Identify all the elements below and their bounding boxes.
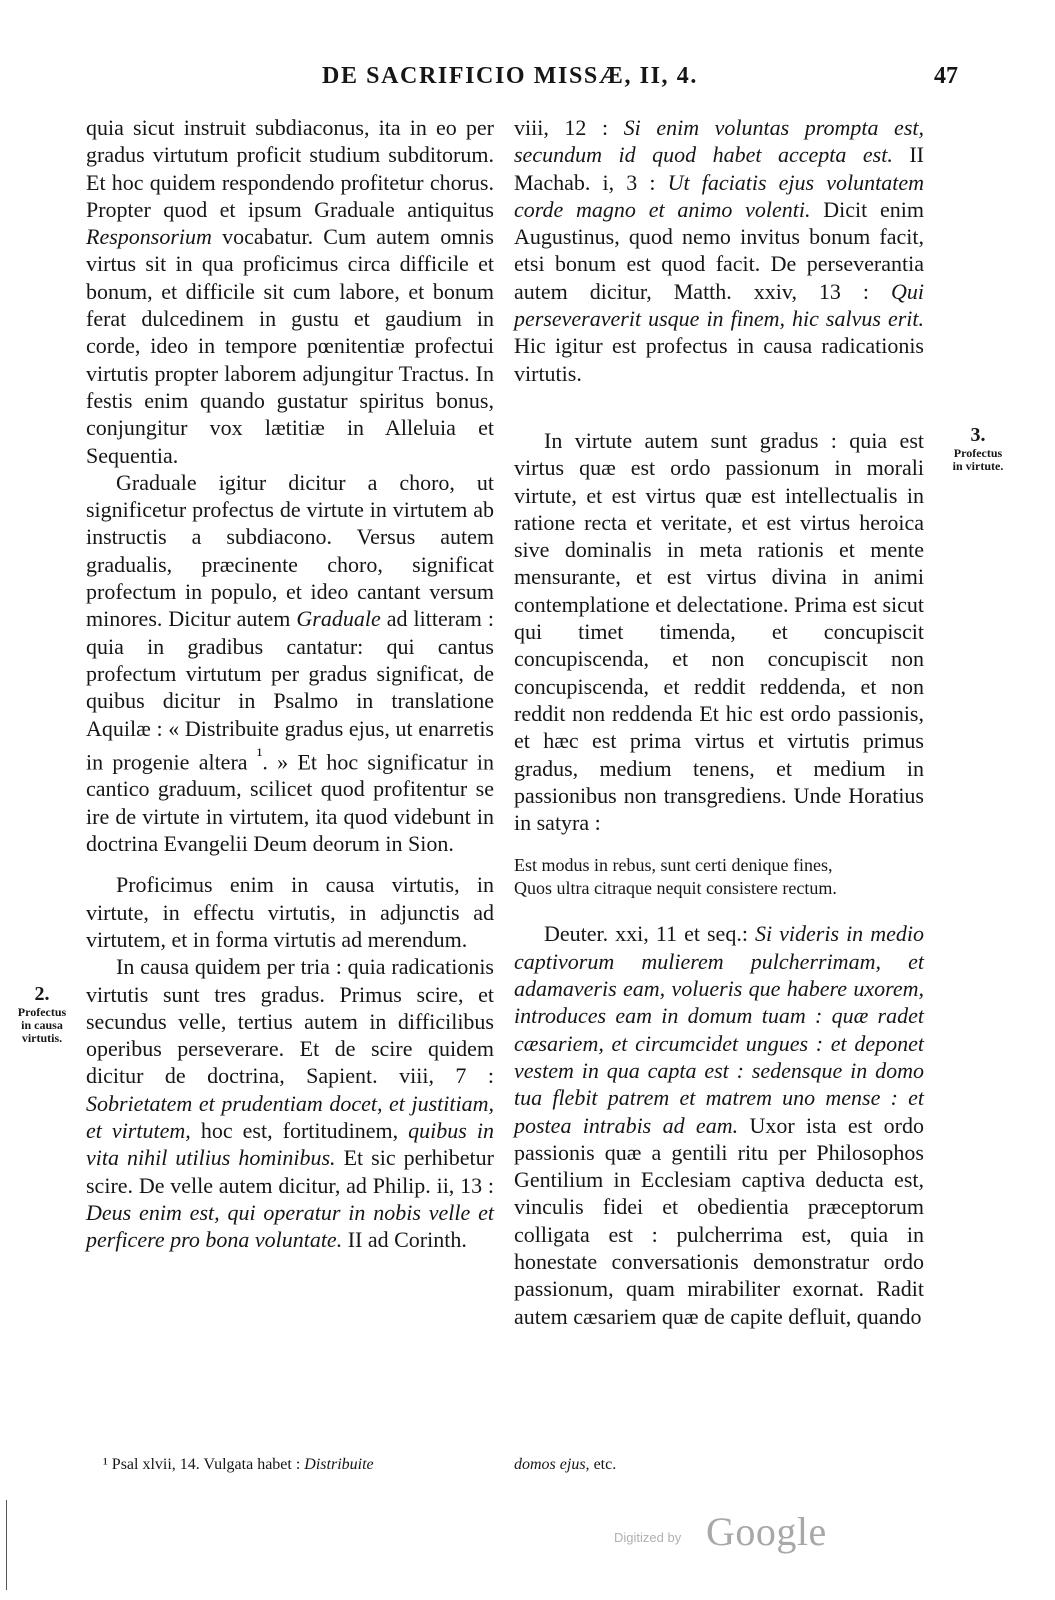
google-logo: Google [706,1509,827,1554]
left-column [86,114,494,1254]
margin-note-label: in causa [21,1018,63,1032]
google-watermark [614,1508,834,1558]
margin-note-number: 3. [970,424,986,446]
left-paragraph-4: In causa quidem per tria : quia radicationis virtutis sunt tres gradus. Primus scire, et secundus velle, tertius autem in difficilibus operibus perseverare. Et de scire quidem dicitur de doctrina, Sapient. viii, 7 : Sobrietatem et prudentiam docet, et justitiam, et virtutem, hoc est, fortitudinem, quibus in vita nihil utilius hominibus. Et sic perhibetur scire. De velle autem dicitur, ad Philip. ii, 13 : Deus enim est, qui operatur in nobis velle et perficere pro bona voluntate. II ad Corinth. [86,954,495,1253]
verse-line-1: Est modus in rebus, sunt certi denique fines, [514,855,833,876]
footnote-left: ¹ Psal xlvii, 14. Vulgata habet : Distribuite [103,1456,374,1473]
running-title: DE SACRIFICIO MISSÆ, II, 4. [322,63,698,89]
footnote-reference[interactable]: ¹ [256,744,263,765]
watermark-small-text: Digitized by [614,1530,682,1545]
footnote-right: domos ejus, etc. [514,1456,617,1473]
margin-note-number: 2. [34,983,50,1005]
right-paragraph-1: viii, 12 : Si enim voluntas prompta est, secundum id quod habet accepta est. II Machab. i, 3 : Ut faciatis ejus voluntatem corde magno et animo volenti. Dicit enim Augustinus, quod nemo invitus bonum facit, etsi bonum est quod facit. De perseverantia autem dicitur, Matth. xxiv, 13 : Qui perseveraverit usque in finem, hic salvus erit. Hic igitur est profectus in causa radicationis virtutis. [514,115,925,386]
margin-note-3 [928,424,1028,473]
running-header [0,63,1055,97]
margin-note-label: Profectus [17,1005,67,1019]
margin-note-2 [12,983,72,1045]
margin-note-label: in virtute. [952,459,1004,473]
page-edge-line [6,1500,7,1590]
right-paragraph-3: Deuter. xxi, 11 et seq.: Si videris in medio captivorum mulierem pulcherrimam, et adamaveris eam, volueris que habere uxorem, introduces eam in domum tuam : quæ radet cæsariem, et circumcidet ungues : et deponet vestem in qua capta est : sedensque in domo tua flebit patrem et matrem uno mense : et postea intrabis ad eam. Uxor ista est ordo passionis quæ a gentili ritu per Philosophos Gentilium in Ecclesiam captiva deducta est, vinculis fidei et obedientia præceptorum colligata est : pulcherrima est, quia in honestate conversationis demonstratur ordo passionum, quam mirabiliter exornat. Radit autem cæsariem quæ de capite defluit, quando [514,921,924,1329]
verse-line-2: Quos ultra citraque nequit consistere rectum. [514,878,837,899]
right-paragraph-2: In virtute autem sunt gradus : quia est virtus quæ est ordo passionum in morali virtute, et est virtus quæ est intellectualis in ratione recta et veritate, et est virtus heroica sive dominalis in meta rationis et mente mensurante, et est virtus divina in animi contemplatione et delectatione. Prima est sicut qui timet timenda, et concupiscit concupiscenda, et non concupiscit non concupiscenda, et reddit reddenda, et non reddit non reddenda Et hic est ordo passionis, et hæc est prima virtus et virtutis primus gradus, medium tenens, et medium in passionibus non transgrediens. Unde Horatius in satyra : [514,427,924,836]
left-paragraph-3: Proficimus enim in causa virtutis, in virtute, in effectu virtutis, in adjunctis ad virtutem, et in forma virtutis ad merendum. [86,872,494,952]
margin-note-label: virtutis. [21,1031,63,1045]
right-column [514,114,924,1330]
page-number: 47 [934,63,958,89]
margin-note-label: Profectus [953,446,1003,460]
footnote-mark: ¹ [103,1456,108,1473]
horace-quotation [514,854,924,900]
left-paragraph-1: quia sicut instruit subdiaconus, ita in eo per gradus virtutum proficit studium subditorum. Et hoc quidem respondendo profitetur chorus. Propter quod et ipsum Graduale antiquitus Responsorium vocabatur. Cum autem omnis virtus sit in qua proficimus circa difficile et bonum, et difficile sit cum labore, et bonum ferat dulcedinem in gustu et gaudium in corde, ideo in tempore pœnitentiæ profectui virtutis propter laborem adjungitur Tractus. In festis enim quando gustatur spiritus bonus, conjungitur vox lætitiæ in Alleluia et Sequentia. [86,115,494,468]
left-paragraph-2: Graduale igitur dicitur a choro, ut significetur profectus de virtute in virtutem ab instructis a subdiacono. Versus autem gradualis, præcinente choro, significat profectum in populo, et ideo cantant versum minores. Dicitur autem Graduale ad litteram : quia in gradibus cantatur: qui cantus profectum virtutum per gradus significat, de quibus dicitur in Psalmo in translatione Aquilæ : « Distribuite gradus ejus, ut enarretis in progenie altera $^{^1}$. » Et hoc significatur in cantico graduum, scilicet quod profitentur se ire de virtute in virtutem, ita quod videbunt in doctrina Evangelii Deum deorum in Sion. [86,469,495,857]
